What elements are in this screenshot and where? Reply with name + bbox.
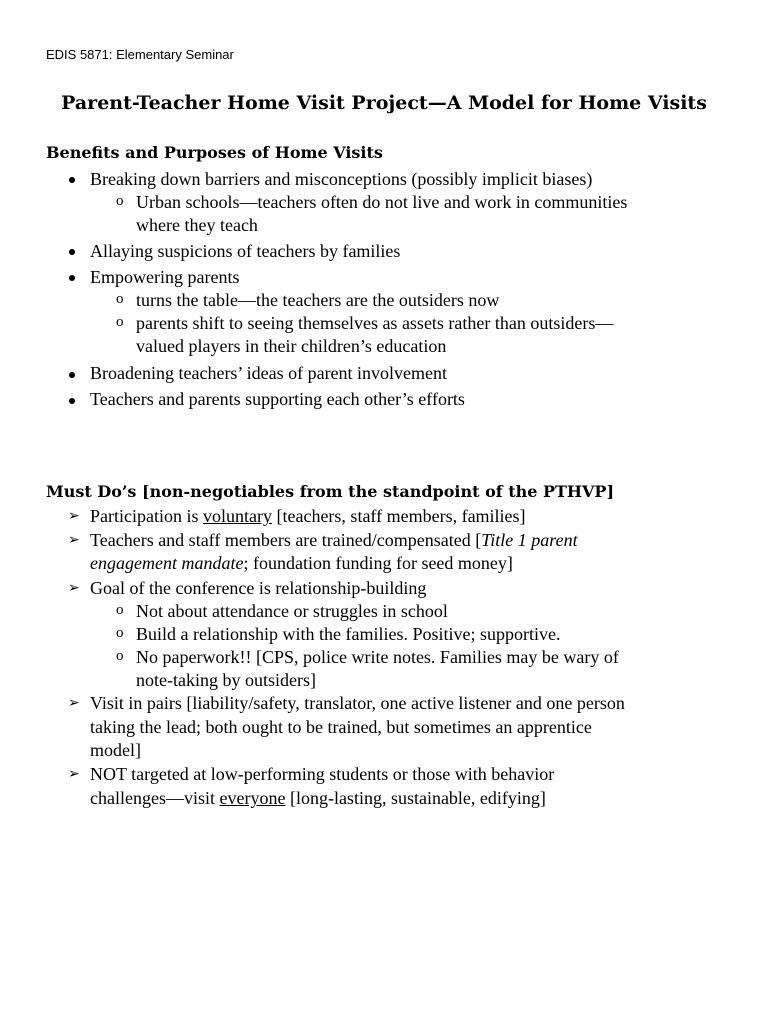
list-item: Breaking down barriers and misconceptions (possibly implicit biases): [90, 169, 593, 189]
sub-list-item-cont: where they teach: [136, 215, 258, 235]
sub-list-item: No paperwork!! [CPS, police write notes. Families may be wary of: [136, 647, 619, 667]
bullet-icon: [69, 177, 75, 183]
list-item-cont: taking the lead; both ought to be trained, but sometimes an apprentice: [90, 717, 592, 737]
document-title: Parent-Teacher Home Visit Project—A Model for Home Visits: [61, 92, 707, 114]
sub-bullet-icon: o: [116, 314, 124, 330]
bullet-icon: [69, 372, 75, 378]
sub-bullet-icon: o: [116, 648, 124, 664]
bullet-icon: [69, 275, 75, 281]
list-item: Empowering parents: [90, 267, 240, 287]
arrow-bullet-icon: ➢: [68, 532, 80, 548]
sub-list-item: Not about attendance or struggles in school: [136, 601, 448, 621]
sub-list-item-cont: valued players in their children’s education: [136, 336, 447, 356]
sub-bullet-icon: o: [116, 602, 124, 618]
list-item-cont: model]: [90, 740, 141, 760]
sub-list-item: parents shift to seeing themselves as assets rather than outsiders—: [136, 313, 614, 333]
section-heading-must-dos: Must Do’s [non-negotiables from the standpoint of the PTHVP]: [46, 482, 615, 501]
bullet-icon: [69, 398, 75, 404]
sub-bullet-icon: o: [116, 291, 124, 307]
list-item: Goal of the conference is relationship-building: [90, 578, 427, 598]
list-item: Participation is voluntary [teachers, staff members, families]: [90, 506, 526, 526]
bullet-icon: [69, 249, 75, 255]
sub-list-item-cont: note-taking by outsiders]: [136, 670, 316, 690]
sub-list-item: turns the table—the teachers are the outsiders now: [136, 290, 500, 310]
arrow-bullet-icon: ➢: [68, 695, 80, 711]
arrow-bullet-icon: ➢: [68, 766, 80, 782]
sub-list-item: Build a relationship with the families. Positive; supportive.: [136, 624, 561, 644]
section-heading-benefits: Benefits and Purposes of Home Visits: [46, 143, 383, 162]
list-item: Broadening teachers’ ideas of parent involvement: [90, 363, 448, 383]
list-item: NOT targeted at low-performing students or those with behavior: [90, 764, 555, 784]
sub-bullet-icon: o: [116, 625, 124, 641]
course-label: EDIS 5871: Elementary Seminar: [46, 47, 234, 62]
list-item-cont: challenges—visit everyone [long-lasting, sustainable, edifying]: [90, 788, 546, 808]
sub-bullet-icon: o: [116, 193, 124, 209]
list-item-cont: engagement mandate; foundation funding for seed money]: [90, 553, 513, 573]
list-item: Teachers and parents supporting each other’s efforts: [90, 389, 465, 409]
arrow-bullet-icon: ➢: [68, 508, 80, 524]
list-item: Allaying suspicions of teachers by families: [90, 241, 401, 261]
list-item: Visit in pairs [liability/safety, translator, one active listener and one person: [90, 693, 625, 713]
arrow-bullet-icon: ➢: [68, 580, 80, 596]
sub-list-item: Urban schools—teachers often do not live and work in communities: [136, 192, 628, 212]
list-item: Teachers and staff members are trained/compensated [Title 1 parent: [90, 530, 578, 550]
